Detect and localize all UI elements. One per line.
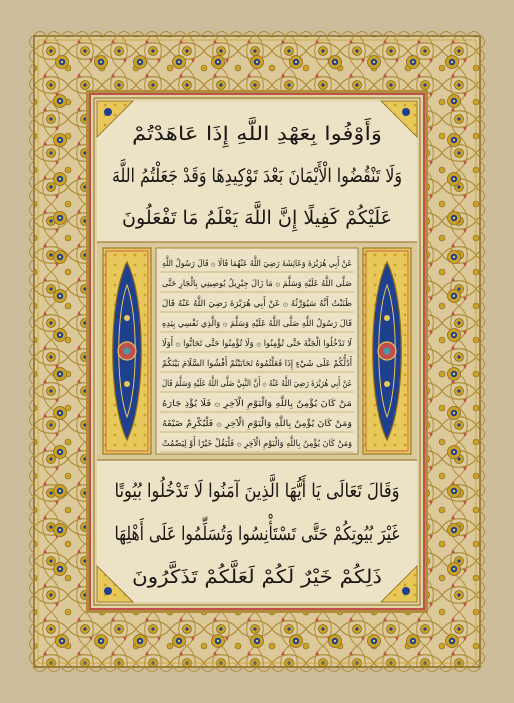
border-rosette bbox=[251, 635, 264, 648]
hadith-line-6: أَدُلُّكُمْ عَلَى شَيْءٍ إِذَا فَعَلْتُمُوهُ تَحَابَبْتُمْ أَفْشُوا السَّلَامَ بَيْنَكُمْ bbox=[162, 359, 359, 369]
border-rosette bbox=[54, 95, 67, 108]
border-rosette bbox=[448, 485, 461, 498]
hadith-line-1: عَنْ أَبِي هُرَيْرَةَ وَعَائِشَةَ رَضِيَ اللَّهُ عَنْهُمَا قَالَا ۞ قَالَ رَسُولُ اللَّهِ bbox=[162, 259, 378, 269]
border-rosette bbox=[134, 56, 147, 69]
border-rosette bbox=[212, 635, 225, 648]
border-rosette bbox=[173, 56, 186, 69]
border-rosette bbox=[54, 485, 67, 498]
border-rosette bbox=[448, 563, 461, 576]
hadith-line-3: ظَنَنْتُ أَنَّهُ سَيُوَرِّثُهُ ۞ عَنْ أَبِي هُرَيْرَةَ رَضِيَ اللَّهُ عَنْهُ قَالَ bbox=[162, 299, 351, 309]
border-rosette bbox=[448, 329, 461, 342]
hadith-line-10: وَمَنْ كَانَ يُؤْمِنُ بِاللَّهِ وَالْيَوْمِ الْآخِرِ ۞ فَلْيَقُلْ خَيْرًا أَوْ لِيَصْمُتْ bbox=[162, 439, 363, 449]
border-rosette bbox=[448, 251, 461, 264]
border-rosette bbox=[448, 368, 461, 381]
hadith-line-8: مَنْ كَانَ يُؤْمِنُ بِاللَّهِ وَالْيَوْمِ الْآخِرِ ۞ فَلَا يُؤْذِ جَارَهُ bbox=[162, 399, 325, 409]
border-rosette bbox=[251, 56, 264, 69]
hadith-line-9: وَمَنْ كَانَ يُؤْمِنُ بِاللَّهِ وَالْيَوْمِ الْآخِرِ ۞ فَلْيُكْرِمْ ضَيْفَهُ bbox=[162, 419, 333, 429]
border-rosette bbox=[54, 329, 67, 342]
border-rosette bbox=[290, 635, 303, 648]
border-rosette bbox=[173, 635, 186, 648]
border-rosette bbox=[212, 56, 225, 69]
border-rosette bbox=[446, 56, 459, 69]
border-rosette bbox=[54, 212, 67, 225]
top-line-3: عَلَيْكُمْ كَفِيلًا إِنَّ اللَّهَ يَعْلَمُ مَا تَفْعَلُونَ bbox=[122, 207, 391, 229]
border-rosette bbox=[54, 407, 67, 420]
top-line-2: وَلَا تَنْقُضُوا الْأَيْمَانَ بَعْدَ تَوْكِيدِهَا وَقَدْ جَعَلْتُمُ اللَّهَ bbox=[112, 165, 461, 187]
border-rosette bbox=[54, 251, 67, 264]
border-rosette bbox=[448, 524, 461, 537]
border-rosette bbox=[95, 56, 108, 69]
bottom-line-3: ذَلِكُمْ خَيْرٌ لَكُمْ لَعَلَّكُمْ تَذَكَّرُونَ bbox=[132, 566, 353, 588]
border-rosette bbox=[448, 95, 461, 108]
border-rosette bbox=[95, 635, 108, 648]
border-rosette bbox=[56, 635, 69, 648]
border-rosette bbox=[56, 56, 69, 69]
border-rosette bbox=[368, 56, 381, 69]
hadith-line-2: صَلَّى اللَّهُ عَلَيْهِ وَسَلَّمَ ۞ مَا زَالَ جِبْرِيلُ يُوصِينِي بِالْجَارِ حَتَّى bbox=[162, 279, 363, 289]
border-rosette bbox=[446, 635, 459, 648]
bottom-calligraphy bbox=[114, 473, 464, 588]
left-medallion-panel bbox=[103, 248, 151, 454]
border-rosette bbox=[54, 524, 67, 537]
hadith-line-4: قَالَ رَسُولُ اللَّهِ صَلَّى اللَّهُ عَلَيْهِ وَسَلَّمَ ۞ وَالَّذِي نَفْسِي بِيَدِهِ bbox=[162, 319, 363, 329]
border-rosette bbox=[54, 134, 67, 147]
border-rosette bbox=[329, 635, 342, 648]
border-rosette bbox=[448, 446, 461, 459]
border-rosette bbox=[54, 563, 67, 576]
border-rosette bbox=[448, 212, 461, 225]
top-calligraphy bbox=[112, 116, 461, 232]
border-rosette bbox=[407, 635, 420, 648]
border-rosette bbox=[368, 635, 381, 648]
border-rosette bbox=[448, 290, 461, 303]
hadith-line-5: لَا تَدْخُلُوا الْجَنَّةَ حَتَّى تُؤْمِنُوا ۞ وَلَا تُؤْمِنُوا حَتَّى تَحَابُّوا ۞ أَوَلَا bbox=[162, 339, 359, 349]
border-rosette bbox=[448, 173, 461, 186]
border-rosette bbox=[134, 635, 147, 648]
border-rosette bbox=[290, 56, 303, 69]
border-rosette bbox=[407, 56, 420, 69]
top-line-1: وَأَوْفُوا بِعَهْدِ اللَّهِ إِذَا عَاهَدْتُمْ bbox=[132, 123, 339, 145]
border-rosette bbox=[54, 368, 67, 381]
right-medallion-panel bbox=[363, 248, 411, 454]
border-rosette bbox=[448, 407, 461, 420]
border-rosette bbox=[54, 446, 67, 459]
border-rosette bbox=[54, 173, 67, 186]
border-rosette bbox=[448, 134, 461, 147]
border-rosette bbox=[329, 56, 342, 69]
bottom-line-1: وَقَالَ تَعَالَى يَا أَيُّهَا الَّذِينَ آمَنُوا لَا تَدْخُلُوا بُيُوتًا bbox=[114, 480, 447, 502]
border-rosette bbox=[54, 290, 67, 303]
bottom-line-2: غَيْرَ بُيُوتِكُمْ حَتَّى تَسْتَأْنِسُوا وَتُسَلِّمُوا عَلَى أَهْلِهَا bbox=[114, 523, 464, 545]
hadith-line-7: عَنْ أَبِي هُرَيْرَةَ رَضِيَ اللَّهُ عَنْهُ ۞ أَنَّ النَّبِيَّ صَلَّى اللَّهُ عَلَيْهِ وَسَلَّمَ قَالَ bbox=[162, 379, 395, 389]
